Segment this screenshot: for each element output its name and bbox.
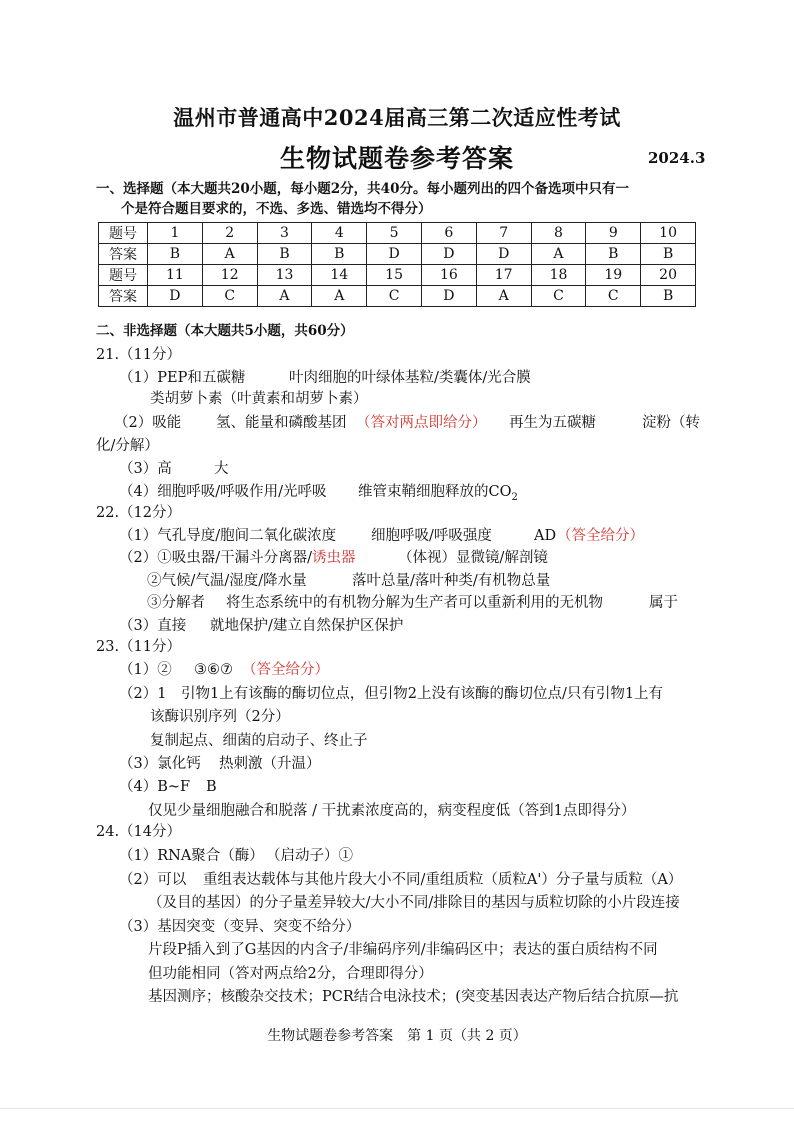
table-cell: 3 xyxy=(257,223,312,244)
table-cell: 12 xyxy=(202,265,257,286)
bottom-divider xyxy=(0,1108,794,1109)
q24-header: 24.（14分） xyxy=(96,824,182,840)
table-cell: 答案 xyxy=(99,286,148,307)
table-cell: 17 xyxy=(476,265,531,286)
q23-answer: 复制起点、细菌的启动子、终止子 xyxy=(150,733,368,749)
q24-answer: 但功能相同（答对两点给2分，合理即得分） xyxy=(148,966,433,982)
table-cell: 19 xyxy=(586,265,641,286)
q22-answer: （3）直接 xyxy=(119,618,187,634)
q21-note: （答对两点即给分） xyxy=(356,415,487,431)
table-cell: 18 xyxy=(531,265,586,286)
q23-header: 23.（11分） xyxy=(96,639,182,655)
table-cell: D xyxy=(148,286,203,307)
q21-answer: 化/分解） xyxy=(96,438,159,454)
q23-answer: （3）氯化钙 xyxy=(119,756,201,772)
q21-answer: （1）PEP和五碳糖 xyxy=(119,370,246,386)
q21-answer: 类胡萝卜素（叶黄素和胡萝卜素） xyxy=(150,391,368,407)
q22-answer: ③分解者 xyxy=(147,595,205,611)
q22-answer: 属于 xyxy=(649,595,678,611)
q23-answer: 引物1上有该酶的酶切位点，但引物2上没有该酶的酶切位点/只有引物1上有 xyxy=(181,686,664,702)
table-cell: 14 xyxy=(312,265,367,286)
q23-answer: （1）② xyxy=(119,662,172,678)
q23-answer: （4）B~F xyxy=(119,779,191,795)
q22-answer: 落叶总量/落叶种类/有机物总量 xyxy=(352,573,551,589)
table-cell: D xyxy=(421,286,476,307)
table-cell: 20 xyxy=(641,265,696,286)
q24-answer: （1）RNA聚合（酶） xyxy=(119,848,264,864)
q21-answer: 淀粉（转 xyxy=(642,415,700,431)
table-cell: C xyxy=(531,286,586,307)
table-cell: 8 xyxy=(531,223,586,244)
q24-answer: 片段P插入到了G基因的内含子/非编码序列/非编码区中；表达的蛋白质结构不同 xyxy=(148,942,658,958)
q21-answer: 再生为五碳糖 xyxy=(509,415,596,431)
table-cell: C xyxy=(367,286,422,307)
table-row xyxy=(99,223,696,244)
table-cell: C xyxy=(586,286,641,307)
page-footer: 生物试题卷参考答案 第 1 页（共 2 页） xyxy=(267,1028,527,1044)
table-cell: 4 xyxy=(312,223,367,244)
table-cell: B xyxy=(641,286,696,307)
table-cell: D xyxy=(421,244,476,265)
q24-answer: （及目的基因）的分子量差异较大/大小不同/排除目的基因与质粒切除的小片段连接 xyxy=(148,895,680,911)
q24-answer: （2）可以 xyxy=(119,872,187,888)
table-cell: 11 xyxy=(148,265,203,286)
q22-header: 22.（12分） xyxy=(96,505,182,521)
table-cell: A xyxy=(531,244,586,265)
q21-answer: （4）细胞呼吸/呼吸作用/光呼吸 xyxy=(119,484,327,500)
q23-answer: （2）1 xyxy=(119,686,167,702)
q21-answer xyxy=(358,482,518,508)
q22-answer-highlight: 诱虫器 xyxy=(312,550,356,566)
page-subtitle: 生物试题卷参考答案 xyxy=(279,144,514,173)
section1-heading-cont: 个是符合题目要求的，不选、多选、错选均不得分） xyxy=(121,201,432,217)
q22-note: （答全给分） xyxy=(557,528,644,544)
q24-answer: 重组表达载体与其他片段大小不同/重组质粒（质粒A'）分子量与质粒（A） xyxy=(203,872,683,888)
q23-answer: 热刺激（升温） xyxy=(219,756,321,772)
table-cell: D xyxy=(367,244,422,265)
table-cell: B xyxy=(257,244,312,265)
table-cell: 9 xyxy=(586,223,641,244)
q24-answer: （启动子）① xyxy=(266,848,353,864)
q21-answer: 大 xyxy=(214,461,229,477)
table-cell: 6 xyxy=(421,223,476,244)
table-cell: 10 xyxy=(641,223,696,244)
q22-answer-text: （2）①吸虫器/干漏斗分离器/ xyxy=(119,550,312,566)
q22-answer: （体视）显微镜/解剖镜 xyxy=(398,550,548,566)
choice-answer-table xyxy=(98,222,696,307)
table-row xyxy=(99,286,696,307)
q22-answer: 将生态系统中的有机物分解为生产者可以重新利用的无机物 xyxy=(226,595,603,611)
q22-answer: ②气候/气温/湿度/降水量 xyxy=(147,573,307,589)
table-cell: A xyxy=(202,244,257,265)
table-cell: 2 xyxy=(202,223,257,244)
q22-answer xyxy=(119,548,356,568)
q22-answer: 细胞呼吸/呼吸强度 xyxy=(371,528,492,544)
table-cell: 5 xyxy=(367,223,422,244)
q21-header: 21.（11分） xyxy=(96,347,182,363)
table-cell: A xyxy=(312,286,367,307)
table-cell: 题号 xyxy=(99,265,148,286)
table-cell: 16 xyxy=(421,265,476,286)
q21-answer: 叶肉细胞的叶绿体基粒/类囊体/光合膜 xyxy=(289,370,531,386)
q21-answer-text: 维管束鞘细胞释放的CO xyxy=(358,484,512,500)
q22-answer: AD xyxy=(534,528,557,544)
q24-answer: （3）基因突变（变异、突变不给分） xyxy=(119,919,361,935)
q23-note: （答全给分） xyxy=(242,662,329,678)
q21-answer: （2）吸能 xyxy=(114,415,182,431)
q21-answer: 氢、能量和磷酸基团 xyxy=(216,415,347,431)
subscript: 2 xyxy=(511,491,518,503)
page-title: 温州市普通高中2024届高三第二次适应性考试 xyxy=(173,105,621,130)
exam-date: 2024.3 xyxy=(648,149,706,167)
table-cell: A xyxy=(476,286,531,307)
table-cell: 1 xyxy=(148,223,203,244)
table-cell: B xyxy=(641,244,696,265)
table-cell: B xyxy=(586,244,641,265)
table-cell: 13 xyxy=(257,265,312,286)
q22-answer: （1）气孔导度/胞间二氧化碳浓度 xyxy=(119,528,337,544)
q22-answer: 就地保护/建立自然保护区保护 xyxy=(210,618,404,634)
section2-heading: 二、非选择题（本大题共5小题，共60分） xyxy=(96,323,354,339)
table-cell: 15 xyxy=(367,265,422,286)
table-cell: A xyxy=(257,286,312,307)
q23-answer: 该酶识别序列（2分） xyxy=(150,709,290,725)
q23-answer: B xyxy=(206,779,217,795)
q21-answer: （3）高 xyxy=(119,461,172,477)
q23-answer: 仅见少量细胞融合和脱落 / 干扰素浓度高的，病变程度低（答到1点即得分） xyxy=(148,803,636,819)
table-cell: B xyxy=(148,244,203,265)
q24-answer: 基因测序；核酸杂交技术；PCR结合电泳技术；(突变基因表达产物后结合抗原—抗 xyxy=(148,989,679,1005)
section1-heading: 一、选择题（本大题共20小题，每小题2分，共40分。每小题列出的四个备选项中只有一 xyxy=(96,181,629,197)
table-cell: 答案 xyxy=(99,244,148,265)
table-row xyxy=(99,265,696,286)
q23-answer: ③⑥⑦ xyxy=(194,662,233,678)
table-cell: B xyxy=(312,244,367,265)
table-row xyxy=(99,244,696,265)
table-cell: D xyxy=(476,244,531,265)
table-cell: 7 xyxy=(476,223,531,244)
table-cell: C xyxy=(202,286,257,307)
table-cell: 题号 xyxy=(99,223,148,244)
